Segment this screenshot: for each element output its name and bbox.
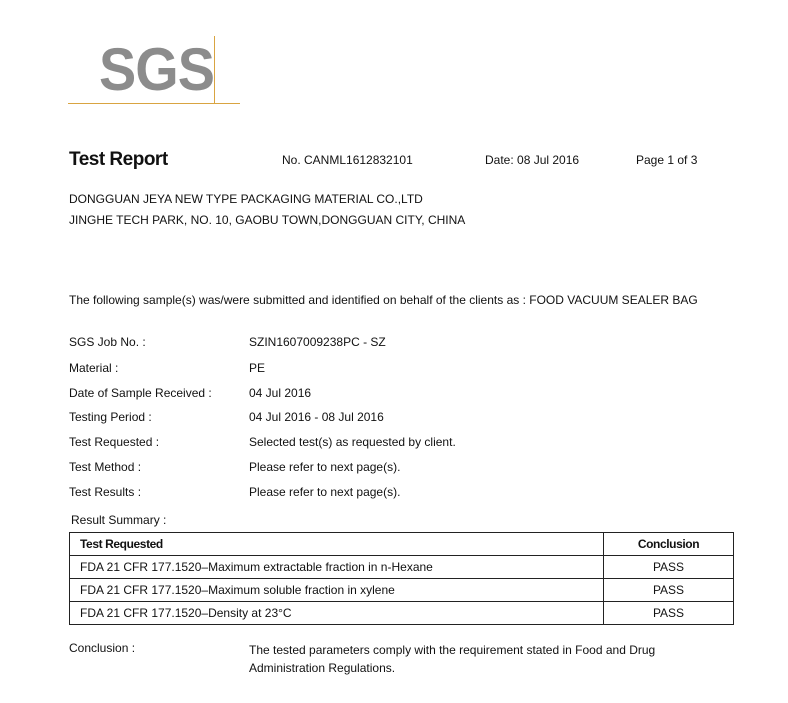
- test-conclusion: PASS: [604, 602, 734, 625]
- test-name: FDA 21 CFR 177.1520–Maximum soluble fraction in xylene: [70, 579, 604, 602]
- test-name: FDA 21 CFR 177.1520–Density at 23°C: [70, 602, 604, 625]
- field-label-job-no: SGS Job No. :: [69, 335, 146, 349]
- field-value-date-received: 04 Jul 2016: [249, 386, 312, 400]
- field-label-test-requested: Test Requested :: [69, 435, 160, 449]
- table-row: [70, 556, 734, 579]
- sgs-logo: [68, 36, 240, 106]
- report-date: Date: 08 Jul 2016: [485, 153, 580, 167]
- test-name: FDA 21 CFR 177.1520–Maximum extractable fraction in n-Hexane: [70, 556, 604, 579]
- field-value-test-method: Please refer to next page(s).: [249, 460, 401, 474]
- conclusion-text: The tested parameters comply with the requirement stated in Food and Drug Administration Regulations.: [249, 643, 656, 675]
- field-label-date-received: Date of Sample Received :: [69, 386, 212, 400]
- table-header-row: [70, 533, 734, 556]
- header-conclusion: Conclusion: [604, 533, 734, 556]
- field-value-test-results: Please refer to next page(s).: [249, 485, 401, 499]
- table-row: [70, 579, 734, 602]
- test-conclusion: PASS: [604, 579, 734, 602]
- field-label-material: Material :: [69, 361, 119, 375]
- report-number: No. CANML1612832101: [282, 153, 413, 167]
- logo-horizontal-rule: [68, 103, 240, 104]
- field-value-material: PE: [249, 361, 266, 375]
- field-value-testing-period: 04 Jul 2016 - 08 Jul 2016: [249, 410, 384, 424]
- page-indicator: Page 1 of 3: [636, 153, 698, 167]
- field-value-job-no: SZIN1607009238PC - SZ: [249, 335, 386, 349]
- client-address: JINGHE TECH PARK, NO. 10, GAOBU TOWN,DONGGUAN CITY, CHINA: [69, 213, 466, 227]
- field-value-test-requested: Selected test(s) as requested by client.: [249, 435, 456, 449]
- header-test-requested: Test Requested: [70, 533, 604, 556]
- field-label-testing-period: Testing Period :: [69, 410, 152, 424]
- table-row: [70, 602, 734, 625]
- logo-vertical-rule: [214, 36, 215, 104]
- conclusion-label: Conclusion :: [69, 641, 136, 655]
- client-name: DONGGUAN JEYA NEW TYPE PACKAGING MATERIAL CO.,LTD: [69, 192, 423, 206]
- sgs-logo-text: SGS: [99, 36, 215, 103]
- result-summary-table: [69, 532, 734, 625]
- test-conclusion: PASS: [604, 556, 734, 579]
- field-label-test-method: Test Method :: [69, 460, 142, 474]
- report-title: Test Report: [69, 149, 168, 170]
- field-label-test-results: Test Results :: [69, 485, 142, 499]
- result-summary-label: Result Summary :: [71, 513, 167, 527]
- sample-intro: The following sample(s) was/were submitted and identified on behalf of the clients as : FOOD VACUUM SEALER BAG: [69, 293, 698, 307]
